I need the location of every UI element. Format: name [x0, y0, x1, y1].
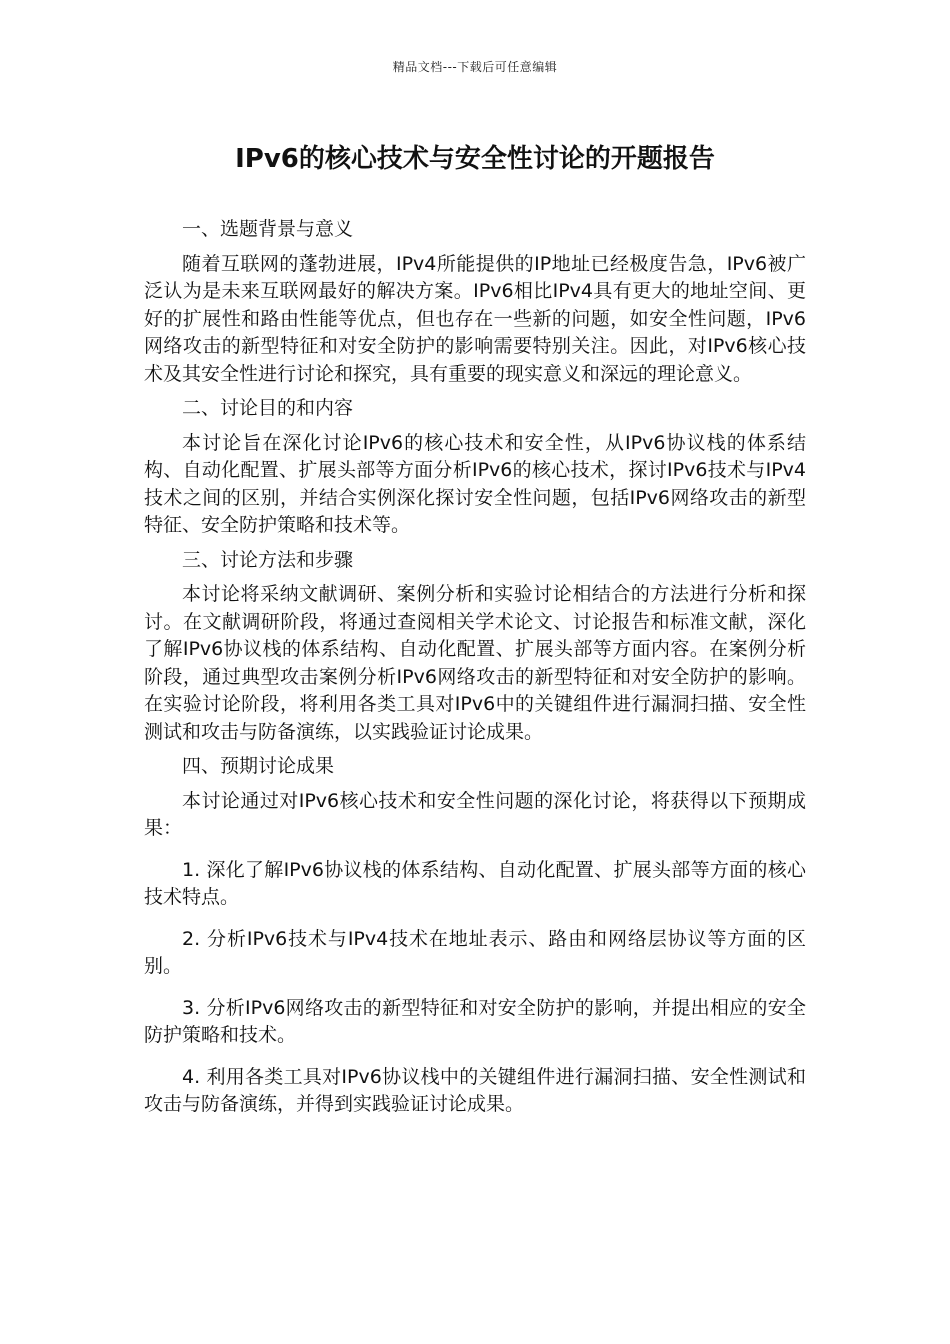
paragraph-method: 本讨论将采纳文献调研、案例分析和实验讨论相结合的方法进行分析和探讨。在文献调研阶段，将通过查阅相关学术论文、讨论报告和标准文献，深化了解IPv6协议栈的体系结构、自动化配置、扩展头部等方面内容。在案例分析阶段，通过典型攻击案例分析IPv6网络攻击的新型特征和对安全防护的影响。在实验讨论阶段，将利用各类工具对IPv6中的关键组件进行漏洞扫描、安全性测试和攻击与防备演练，以实践验证讨论成果。 — [144, 583, 806, 743]
document-title: IPv6的核心技术与安全性讨论的开题报告 — [235, 144, 715, 174]
paragraph-purpose: 本讨论旨在深化讨论IPv6的核心技术和安全性，从IPv6协议栈的体系结构、自动化配置、扩展头部等方面分析IPv6的核心技术，探讨IPv6技术与IPv4技术之间的区别，并结合实例深化探讨安全性问题，包括IPv6网络攻击的新型特征、安全防护策略和技术等。 — [144, 431, 806, 536]
header-note: 精品文档---下载后可任意编辑 — [392, 60, 558, 74]
section-heading-outcomes: 四、预期讨论成果 — [182, 755, 335, 777]
list-item: 3. 分析IPv6网络攻击的新型特征和对安全防护的影响，并提出相应的安全防护策略和技术。 — [144, 996, 806, 1046]
paragraph-background: 随着互联网的蓬勃进展，IPv4所能提供的IP地址已经极度告急，IPv6被广泛认为是未来互联网最好的解决方案。IPv6相比IPv4具有更大的地址空间、更好的扩展性和路由性能等优点，但也存在一些新的问题，如安全性问题，IPv6网络攻击的新型特征和对安全防护的影响需要特别关注。因此，对IPv6核心技术及其安全性进行讨论和探究，具有重要的现实意义和深远的理论意义。 — [144, 252, 806, 385]
section-heading-method: 三、讨论方法和步骤 — [182, 548, 354, 571]
section-heading-purpose: 二、讨论目的和内容 — [182, 397, 354, 419]
section-heading-background: 一、选题背景与意义 — [182, 218, 354, 240]
list-item: 2. 分析IPv6技术与IPv4技术在地址表示、路由和网络层协议等方面的区别。 — [144, 927, 806, 977]
document-body — [144, 216, 806, 1133]
paragraph-outcomes: 本讨论通过对IPv6核心技术和安全性问题的深化讨论，将获得以下预期成果： — [144, 789, 806, 839]
list-item: 4. 利用各类工具对IPv6协议栈中的关键组件进行漏洞扫描、安全性测试和攻击与防备演练，并得到实践验证讨论成果。 — [144, 1065, 806, 1115]
list-item: 1. 深化了解IPv6协议栈的体系结构、自动化配置、扩展头部等方面的核心技术特点。 — [144, 858, 806, 908]
